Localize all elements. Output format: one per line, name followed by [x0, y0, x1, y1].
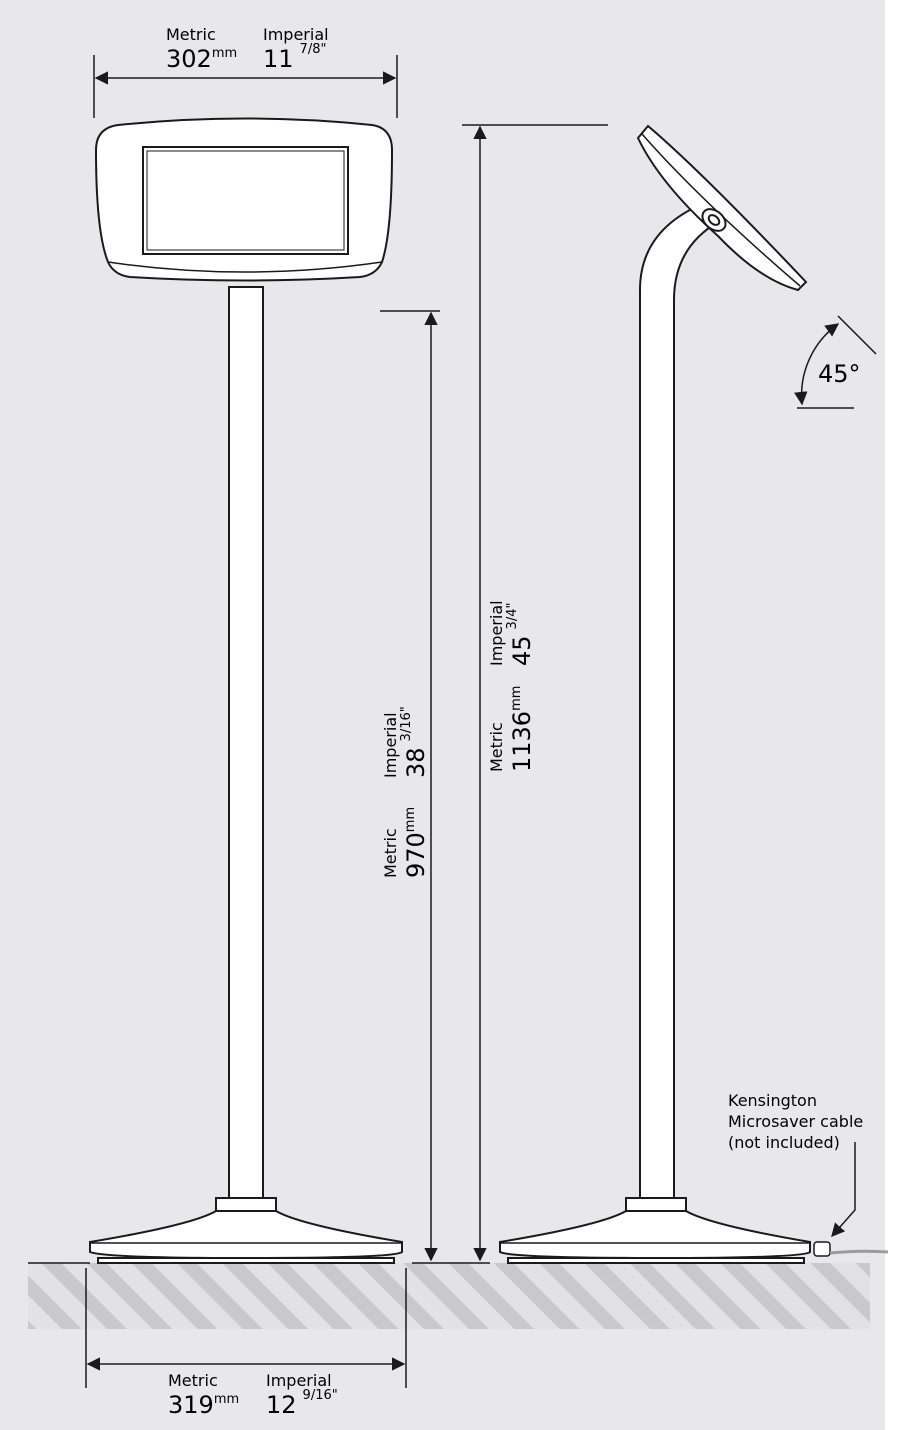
cable-note — [728, 1091, 863, 1152]
lock-icon — [814, 1242, 830, 1256]
cable-leader-line — [832, 1142, 855, 1236]
front-view-stand — [90, 119, 402, 1264]
column-height-label — [381, 706, 430, 878]
front-base — [90, 1211, 402, 1258]
top-imperial-label: Imperial — [263, 25, 329, 44]
total-height-dimension — [462, 125, 608, 1260]
cable-note-line1: Kensington — [728, 1091, 817, 1110]
total-metric-label: Metric — [487, 722, 506, 772]
top-metric-value: $302^{mm}$ — [166, 45, 238, 73]
total-height-label — [487, 600, 536, 772]
base-width-label — [168, 1371, 338, 1419]
tilt-angle-label: 45° — [818, 360, 861, 388]
column-imperial-label: Imperial — [381, 712, 400, 778]
kensington-cable — [830, 1251, 888, 1253]
front-collar — [216, 1198, 276, 1211]
total-imperial-value: $45^{3/4"}$ — [505, 602, 536, 666]
side-pole — [640, 205, 718, 1199]
column-height-dimension — [380, 311, 440, 1260]
base-imperial-label: Imperial — [266, 1371, 332, 1390]
cable-note-line2: Microsaver cable — [728, 1112, 864, 1131]
column-imperial-value: $38^{3/16"}$ — [399, 706, 430, 778]
cable-note-line3: (not included) — [728, 1133, 840, 1152]
top-imperial-value: 11 $^{7/8"}$ — [263, 42, 327, 73]
total-metric-value: $1136^{mm}$ — [508, 685, 536, 772]
page-margin-strip — [885, 0, 900, 1430]
side-collar — [626, 1198, 686, 1211]
top-width-label — [166, 25, 329, 73]
front-screen — [143, 147, 348, 254]
front-pole — [229, 287, 263, 1199]
total-imperial-label: Imperial — [487, 600, 506, 666]
side-base — [500, 1211, 810, 1258]
column-metric-label: Metric — [381, 828, 400, 878]
base-imperial-value: 12 $^{9/16"}$ — [266, 1388, 338, 1419]
top-width-dimension — [94, 55, 397, 118]
base-metric-label: Metric — [168, 1371, 218, 1390]
base-metric-value: $319^{mm}$ — [168, 1391, 240, 1419]
floor — [28, 1263, 870, 1329]
column-metric-value: $970^{mm}$ — [402, 806, 430, 878]
top-metric-label: Metric — [166, 25, 216, 44]
